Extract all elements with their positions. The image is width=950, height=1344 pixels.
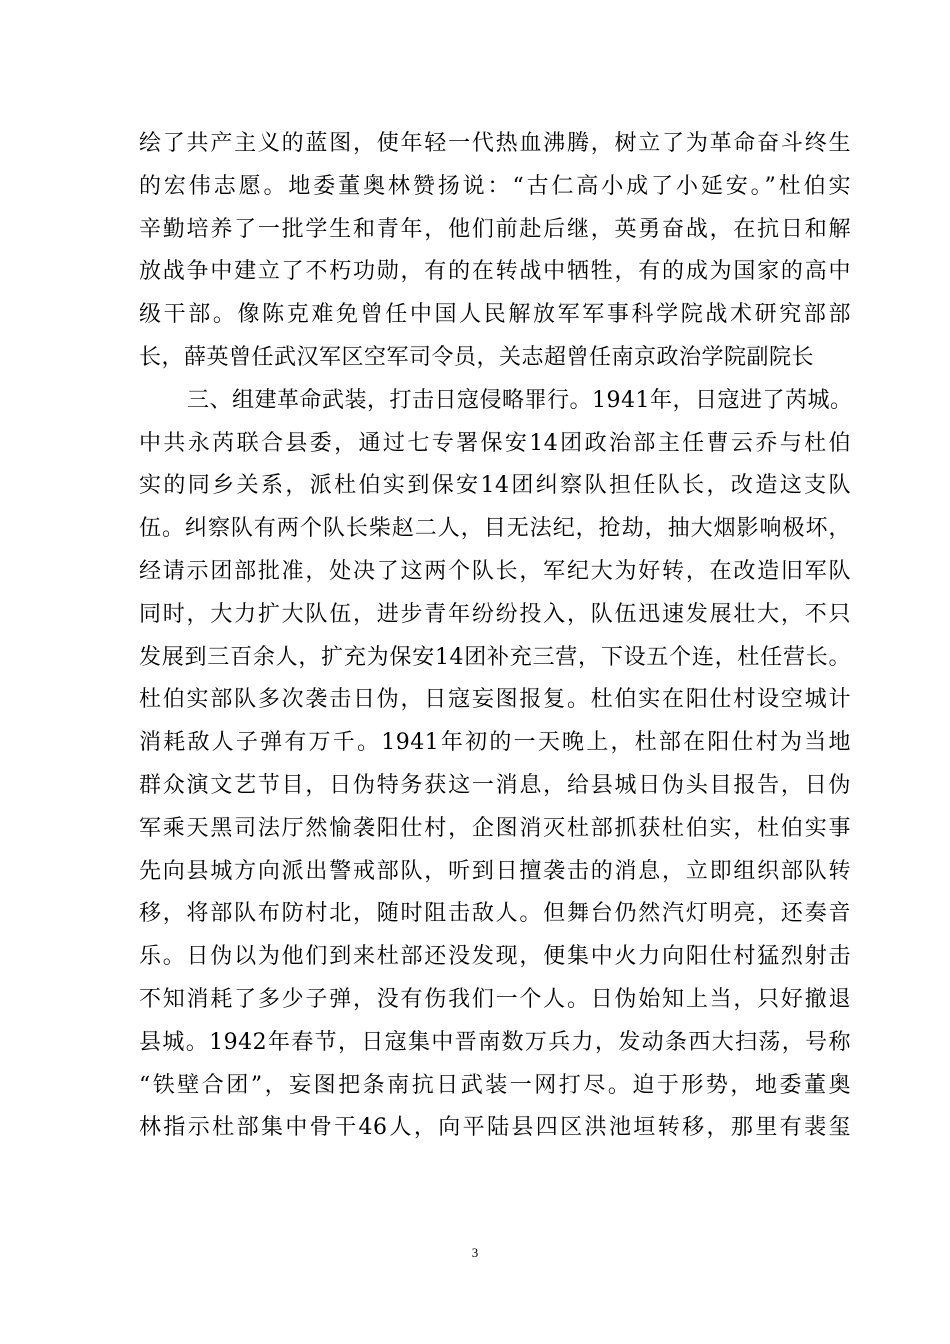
text-line: 中共永芮联合县委，通过七专署保安14团政治部主任曹云乔与杜伯 xyxy=(139,430,851,456)
text-line: “铁壁合团”，妄图把条南抗日武装一网打尽。迫于形势，地委董奥 xyxy=(139,1072,851,1098)
text-line: 林指示杜部集中骨干46人，向平陆县四区洪池垣转移，那里有裴玺 xyxy=(139,1115,851,1141)
body-text xyxy=(139,123,851,1150)
paragraph xyxy=(139,123,851,380)
paragraph xyxy=(139,380,851,1150)
text-line: 杜伯实部队多次袭击日伪，日寇妄图报复。杜伯实在阳仕村设空城计 xyxy=(139,687,851,713)
text-line: 的宏伟志愿。地委董奥林赞扬说：“古仁高小成了小延安。”杜伯实 xyxy=(139,173,851,199)
text-line: 发展到三百余人，扩充为保安14团补充三营，下设五个连，杜任营长。 xyxy=(139,644,851,670)
text-line: 伍。纠察队有两个队长柴赵二人，目无法纪，抢劫，抽大烟影响极坏， xyxy=(139,516,851,542)
text-line: 乐。日伪以为他们到来杜部还没发现，便集中火力向阳仕村猛烈射击 xyxy=(139,944,851,970)
text-line: 长，薛英曾任武汉军区空军司令员，关志超曾任南京政治学院副院长 xyxy=(139,344,815,370)
text-line: 群众演文艺节目，日伪特务获这一消息，给县城日伪头目报告，日伪 xyxy=(139,772,851,798)
text-line: 绘了共产主义的蓝图，使年轻一代热血沸腾，树立了为革命奋斗终生 xyxy=(139,131,851,156)
text-line: 辛勤培养了一批学生和青年，他们前赴后继，英勇奋战，在抗日和解 xyxy=(139,216,851,242)
text-line: 三、组建革命武装，打击日寇侵略罪行。1941年，日寇进了芮城。 xyxy=(187,387,853,413)
text-line: 级干部。像陈克难免曾任中国人民解放军军事科学院战术研究部部 xyxy=(139,302,851,328)
text-line: 县城。1942年春节，日寇集中晋南数万兵力，发动条西大扫荡，号称 xyxy=(139,1029,851,1055)
text-line: 消耗敌人子弹有万千。1941年初的一天晚上，杜部在阳仕村为当地 xyxy=(139,730,851,756)
text-line: 先向县城方向派出警戒部队，听到日擅袭击的消息，立即组织部队转 xyxy=(139,858,851,884)
text-line: 实的同乡关系，派杜伯实到保安14团纠察队担任队长，改造这支队 xyxy=(139,473,851,499)
text-line: 经请示团部批准，处决了这两个队长，军纪大为好转，在改造旧军队 xyxy=(139,558,851,584)
text-line: 移，将部队布防村北，随时阻击敌人。但舞台仍然汽灯明亮，还奏音 xyxy=(139,901,851,927)
text-line: 不知消耗了多少子弹，没有伤我们一个人。日伪始知上当，只好撤退 xyxy=(139,986,851,1012)
text-line: 放战争中建立了不朽功勋，有的在转战中牺牲，有的成为国家的高中 xyxy=(139,259,851,285)
text-line: 同时，大力扩大队伍，进步青年纷纷投入，队伍迅速发展壮大，不只 xyxy=(139,601,851,627)
text-line: 军乘天黑司法厅然愉袭阳仕村，企图消灭杜部抓获杜伯实，杜伯实事 xyxy=(139,815,851,841)
page-number: 3 xyxy=(471,1245,479,1260)
